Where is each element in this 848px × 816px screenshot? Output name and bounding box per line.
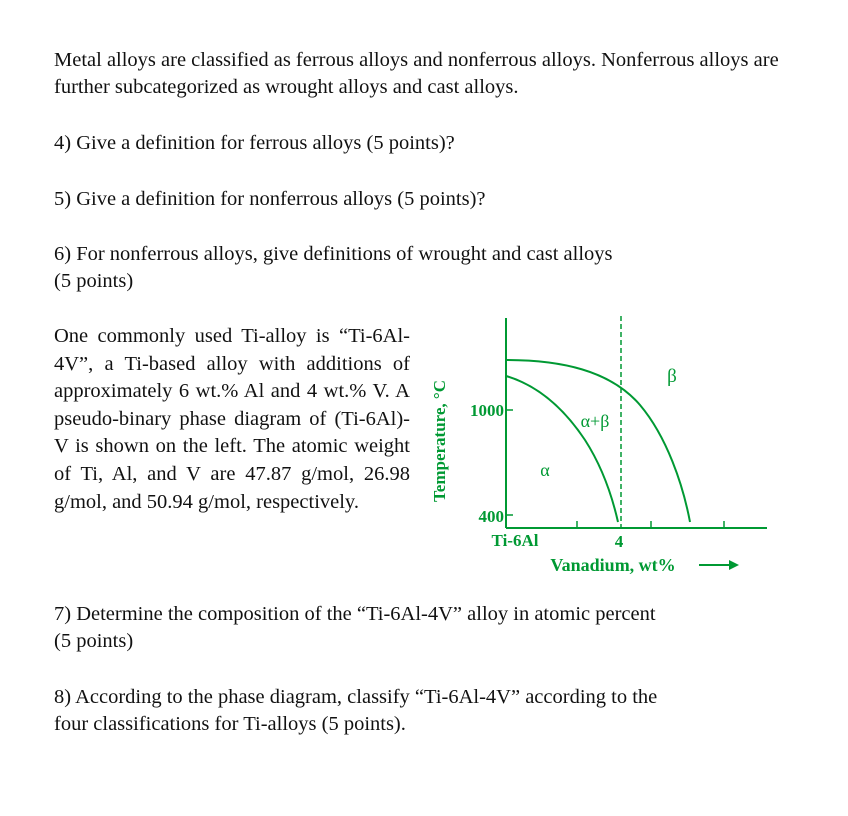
y-axis-label: Temperature, °C [430,379,449,503]
question-8-line-2: four classifications for Ti-alloys (5 points). [54,713,406,735]
alpha-beta-region-label: α+β [580,411,610,431]
x-origin-label: Ti-6Al [491,531,539,550]
alpha-solvus-curve [506,376,618,522]
question-6 [54,241,814,295]
question-4: 4) Give a definition for ferrous alloys (5 points)? [54,132,455,154]
question-7-line-1: 7) Determine the composition of the “Ti-6Al-4V” alloy in atomic percent [54,603,656,625]
question-6-line-1: 6) For nonferrous alloys, give definitions of wrought and cast alloys [54,243,613,265]
alloy-description: One commonly used Ti-alloy is “Ti-6Al-4V”, a Ti-based alloy with additions of approximately 6 wt.% Al and 4 wt.% V. A pseudo-binary phase diagram of (Ti-6Al)-V is shown on the left. The atomic weight of Ti, Al, and V are 47.87 g/mol, 26.98 g/mol, and 50.94 g/mol, respectively. [54,325,410,513]
question-8 [54,684,814,738]
x-axis-label: Vanadium, wt% [550,555,676,575]
question-8-line-1: 8) According to the phase diagram, classify “Ti-6Al-4V” according to the [54,686,658,708]
beta-region-label: β [667,366,677,387]
intro-paragraph: Metal alloys are classified as ferrous alloys and nonferrous alloys. Nonferrous alloys are further subcategorized as wrought alloys and cast alloys. [54,49,779,98]
question-7 [54,601,814,655]
alpha-region-label: α [540,460,550,480]
x-axis-arrow [699,560,739,570]
question-6-line-2: (5 points) [54,270,134,292]
y-tick-400-label: 400 [478,507,504,526]
y-tick-1000-label: 1000 [470,401,504,420]
phase-diagram [425,310,785,585]
question-5: 5) Give a definition for nonferrous alloys (5 points)? [54,188,486,210]
beta-transus-curve [506,360,690,522]
question-7-line-2: (5 points) [54,630,134,652]
x-tick-4-label: 4 [614,532,624,551]
